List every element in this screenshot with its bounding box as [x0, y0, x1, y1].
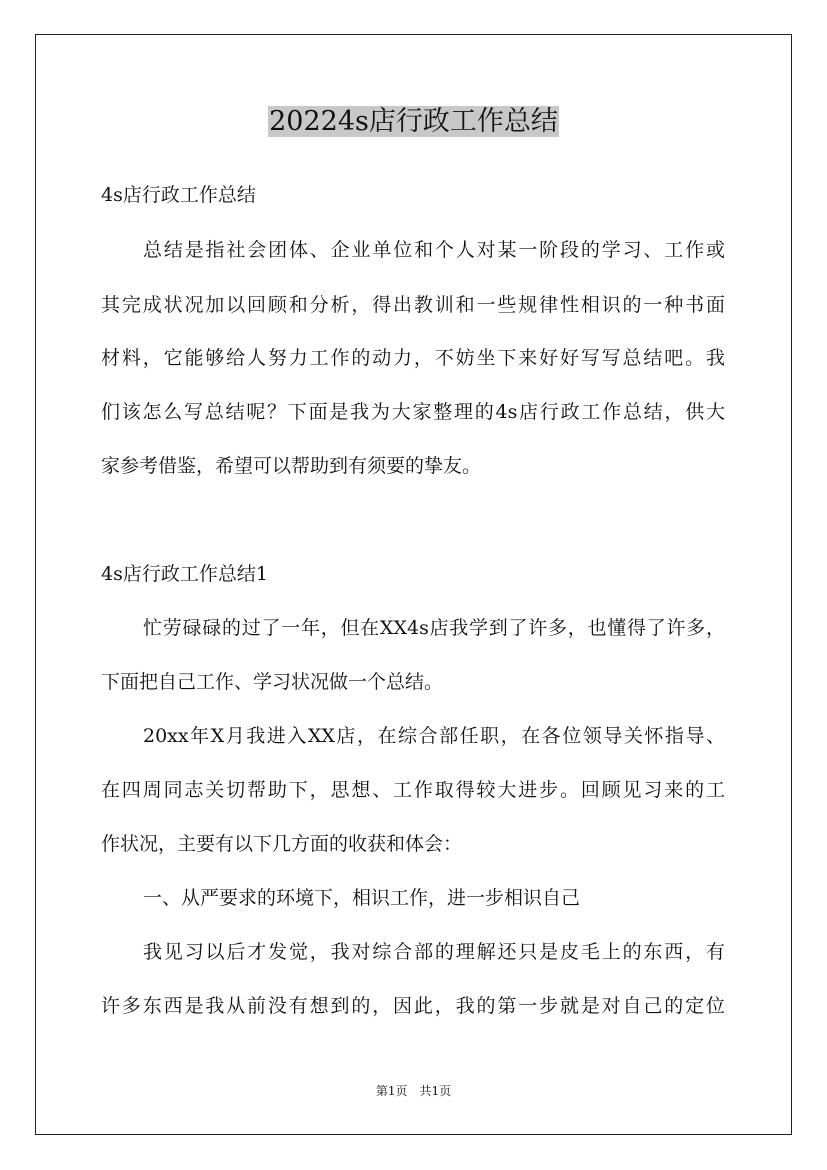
intro-line: 材料，它能够给人努力工作的动力，不妨坐下来好好写写总结吧。我: [101, 347, 725, 369]
section-line: 一、从严要求的环境下，相识工作，进一步相识自己: [143, 887, 581, 909]
page-number: 第1页 共1页: [375, 1084, 452, 1098]
document-title: 20224s店行政工作总结: [269, 106, 558, 137]
section-line: 在四周同志关切帮助下，思想、工作取得较大进步。回顾见习来的工: [101, 779, 725, 801]
intro-line: 总结是指社会团体、企业单位和个人对某一阶段的学习、工作或: [143, 239, 725, 261]
section-line: 20xx年X月我进入XX店，在综合部任职，在各位领导关怀指导、: [143, 725, 725, 747]
intro-line: 其完成状况加以回顾和分析，得出教训和一些规律性相识的一种书面: [101, 294, 725, 316]
section-heading: 4s店行政工作总结1: [101, 563, 268, 585]
intro-line: 家参考借鉴，希望可以帮助到有须要的挚友。: [101, 455, 482, 477]
document-subtitle: 4s店行政工作总结: [101, 184, 256, 206]
section-line: 许多东西是我从前没有想到的，因此，我的第一步就是对自己的定位: [101, 995, 725, 1017]
section-line: 忙劳碌碌的过了一年，但在XX4s店我学到了许多，也懂得了许多，: [143, 617, 725, 639]
section-line: 我见习以后才发觉，我对综合部的理解还只是皮毛上的东西，有: [143, 941, 725, 963]
section-line: 作状况，主要有以下几方面的收获和体会：: [101, 833, 463, 855]
intro-line: 们该怎么写总结呢？下面是我为大家整理的4s店行政工作总结，供大: [101, 401, 725, 423]
section-line: 下面把自己工作、学习状况做一个总结。: [101, 671, 444, 693]
